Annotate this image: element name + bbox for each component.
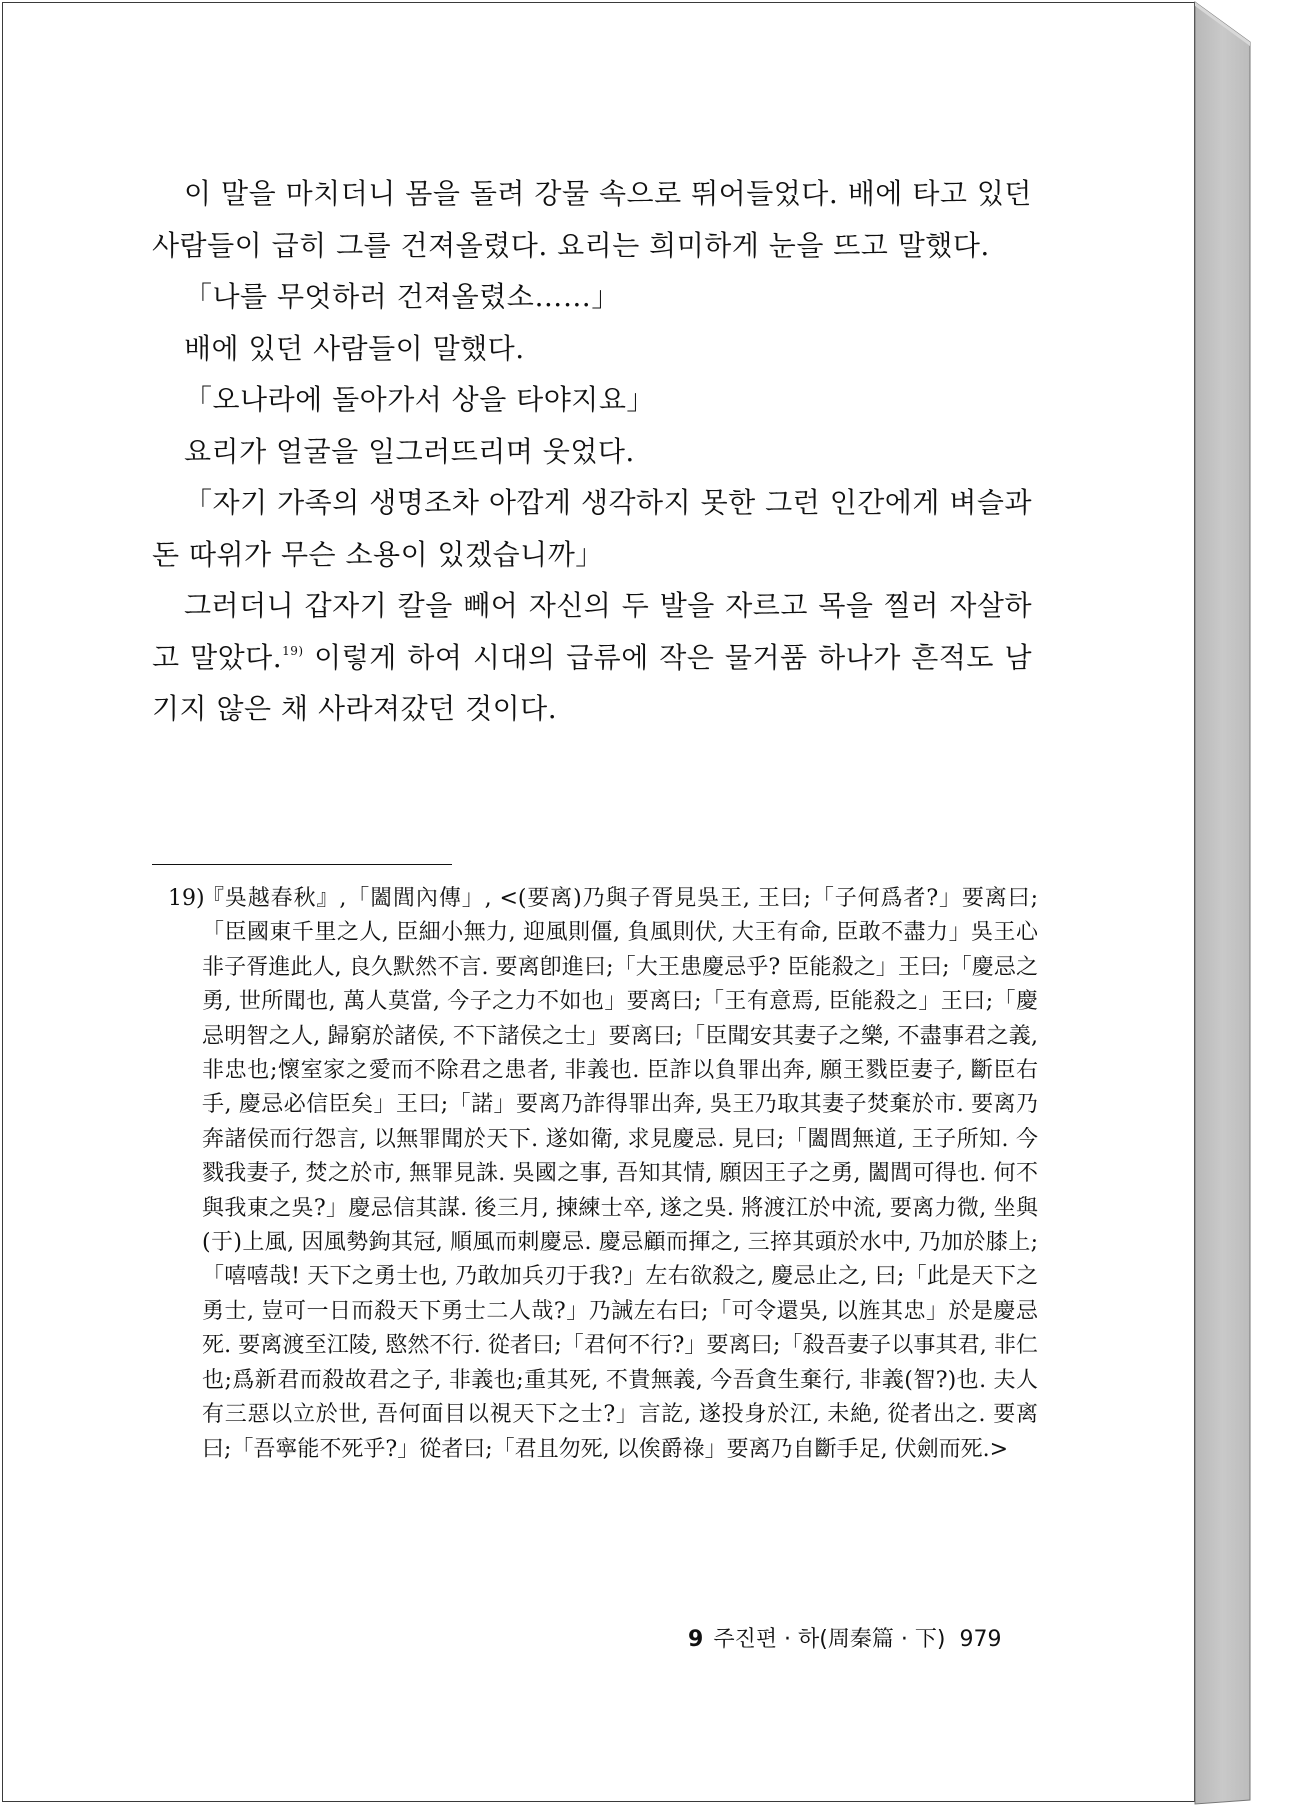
chapter-title: 주진편 · 하(周秦篇 · 下) [713, 1627, 946, 1652]
paragraph-2: 「나를 무엇하러 건져올렸소……」 [184, 280, 620, 313]
paragraph-4: 「오나라에 돌아가서 상을 타야지요」 [184, 383, 655, 416]
footnote-number: 19) [168, 886, 205, 911]
footnote [168, 882, 1038, 1467]
page-number: 979 [959, 1627, 1002, 1652]
paragraph-6: 「자기 가족의 생명조차 아깝게 생각하지 못한 그런 인간에게 벼슬과 돈 따위가 무슨 소용이 있겠습니까」 [152, 486, 1032, 571]
paragraph-7-part-2: 이렇게 하여 시대의 급류에 작은 물거품 하나가 흔적도 남기지 않은 채 사라져갔던 것이다. [152, 640, 1032, 725]
paragraph-7-part-1: 그러더니 갑자기 칼을 빼어 자신의 두 발을 자르고 목을 찔러 자살하고 말았다. [152, 589, 1032, 674]
main-text [152, 168, 1032, 735]
page-footer [688, 1622, 1001, 1653]
footnote-reference[interactable]: 19) [282, 643, 304, 658]
paragraph-5: 요리가 얼굴을 일그러뜨리며 웃었다. [184, 434, 635, 468]
chapter-number: 9 [688, 1627, 704, 1652]
footnote-divider [152, 864, 452, 865]
paragraph-1: 이 말을 마치더니 몸을 돌려 강물 속으로 뛰어들었다. 배에 타고 있던 사람들이 급히 그를 건져올렸다. 요리는 희미하게 눈을 뜨고 말했다. [152, 177, 1032, 262]
paragraph-3: 배에 있던 사람들이 말했다. [184, 331, 525, 365]
paragraph-7 [152, 580, 1032, 735]
footnote-text: 『吳越春秋』,「闔閭內傳」, <(要离)乃與子胥見吳王, 王曰;「子何爲者?」要离曰;「臣國東千里之人, 臣細小無力, 迎風則僵, 負風則伏, 大王有命, 臣敢不盡力」吳王心非子胥進此人, 良久默然不言. 要离卽進曰;「大王患慶忌乎? 臣能殺之」王曰;「慶忌之勇, 世所聞也, 萬人莫當, 今子之力不如也」要离曰;「王有意焉, 臣能殺之」王曰;「慶忌明智之人, 歸窮於諸侯, 不下諸侯之士」要离曰;「臣聞安其妻子之樂, 不盡事君之義, 非忠也;懷室家之愛而不除君之患者, 非義也. 臣詐以負罪出奔, 願王戮臣妻子, 斷臣右手, 慶忌必信臣矣」王曰;「諾」要离乃詐得罪出奔, 吳王乃取其妻子焚棄於市. 要离乃奔諸侯而行怨言, 以無罪聞於天下. 遂如衛, 求見慶忌. 見曰;「闔閭無道, 王子所知. 今戮我妻子, 焚之於市, 無罪見誅. 吳國之事, 吾知其情, 願因王子之勇, 闔閭可得也. 何不與我東之吳?」慶忌信其謀. 後三月, 揀練士卒, 遂之吳. 將渡江於中流, 要离力微, 坐與(于)上風, 因風勢鉤其冠, 順風而刺慶忌. 慶忌顧而揮之, 三捽其頭於水中, 乃加於膝上;「嘻嘻哉! 天下之勇士也, 乃敢加兵刃于我?」左右欲殺之, 慶忌止之, 曰;「此是天下之勇士, 豈可一日而殺天下勇士二人哉?」乃誡左右曰;「可令還吳, 以旌其忠」於是慶忌死. 要离渡至江陵, 愍然不行. 從者曰;「君何不行?」要离曰;「殺吾妻子以事其君, 非仁也;爲新君而殺故君之子, 非義也;重其死, 不貴無義, 今吾貪生棄行, 非義(智?)也. 夫人有三惡以立於世, 吾何面目以視天下之士?」言訖, 遂投身於江, 未絶, 從者出之. 要离曰;「吾寧能不死乎?」從者曰;「君且勿死, 以俟爵祿」要离乃自斷手足, 伏劍而死.> [202, 886, 1038, 1462]
